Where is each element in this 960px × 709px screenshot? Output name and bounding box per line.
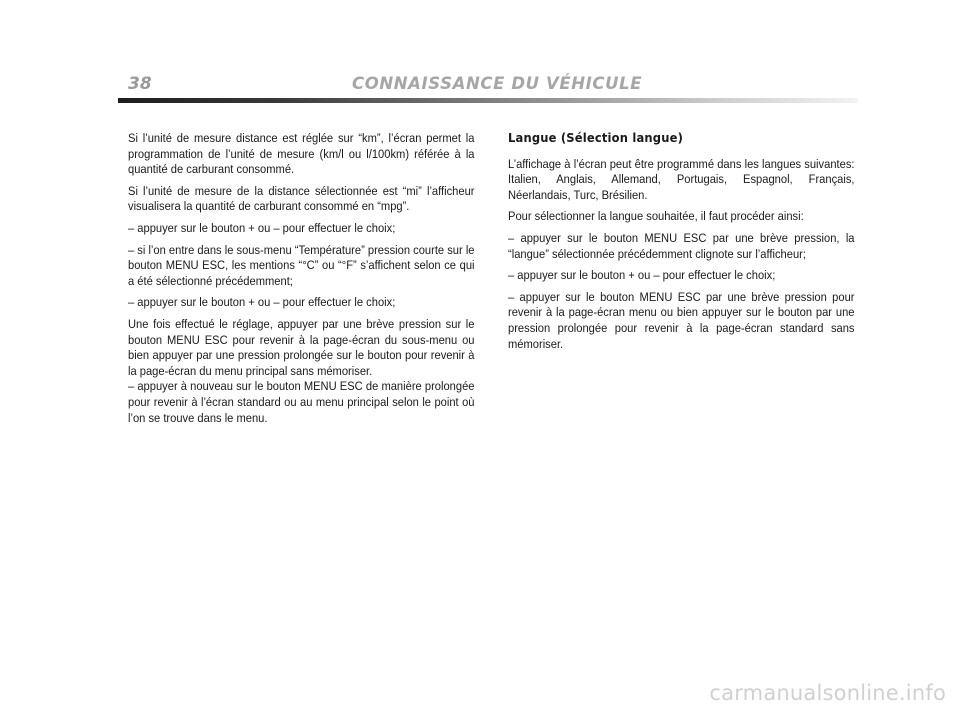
paragraph: Si l’unité de mesure distance est réglée sur “km”, l’écran permet la programmation de l’unité de mesure (km/l ou l/100km) référée à la quantité de carburant consommé. <box>128 131 475 177</box>
paragraph: – appuyer sur le bouton + ou – pour effectuer le choix; <box>508 268 776 283</box>
left-column <box>128 131 475 432</box>
paragraph: L’affichage à l’écran peut être programmé dans les langues suivantes: Italien, Anglais, Allemand, Portugais, Espagnol, Français, Néerlandais, Turc, Brésilien. <box>508 156 855 202</box>
paragraph: – appuyer sur le bouton + ou – pour effectuer le choix; <box>128 220 396 235</box>
header-divider <box>118 98 858 103</box>
paragraph: – si l’on entre dans le sous-menu “Température” pression courte sur le bouton MENU ESC, les mentions “°C” ou “°F” s’affichent selon ce qui a été sélectionné précédemment; <box>128 242 475 288</box>
page-number: 38 <box>128 74 152 94</box>
watermark: carmanualsonline.info <box>709 681 946 705</box>
paragraph: – appuyer sur le bouton MENU ESC par une brève pression, la “langue” sélectionnée précédemment clignote sur l’afficheur; <box>508 230 855 261</box>
subheading-langue: Langue (Sélection langue) <box>508 131 684 146</box>
paragraph: Si l’unité de mesure de la distance sélectionnée est “mi” l’afficheur visualisera la quantité de carburant consommé en “mpg”. <box>128 183 475 214</box>
right-column <box>508 131 855 358</box>
section-title: CONNAISSANCE DU VÉHICULE <box>352 74 643 93</box>
paragraph: Pour sélectionner la langue souhaitée, il faut procéder ainsi: <box>508 209 804 224</box>
paragraph: – appuyer à nouveau sur le bouton MENU ESC de manière prolongée pour revenir à l’écran standard ou au menu principal selon le point où l’on se trouve dans le menu. <box>128 379 475 425</box>
paragraph: – appuyer sur le bouton + ou – pour effectuer le choix; <box>128 295 396 310</box>
paragraph: – appuyer sur le bouton MENU ESC par une brève pression pour revenir à la page-écran menu ou bien appuyer sur le bouton par une pression prolongée pour revenir à la page-écran standard sans mémoriser. <box>508 289 855 351</box>
paragraph: Une fois effectué le réglage, appuyer par une brève pression sur le bouton MENU ESC pour revenir à la page-écran du sous-menu ou bien appuyer par une pression prolongée sur le bouton pour revenir à la page-écran du menu principal sans mémoriser. <box>128 316 475 378</box>
